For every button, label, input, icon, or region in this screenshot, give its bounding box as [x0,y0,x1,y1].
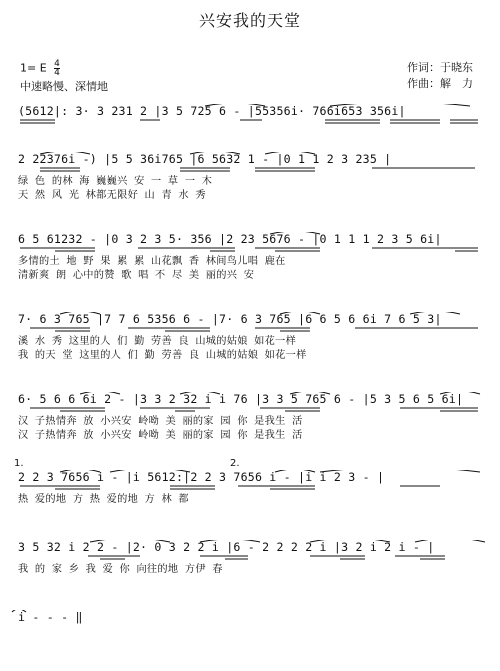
volta-and-beam-marks [0,470,500,512]
beam-marks [0,312,500,370]
composer: 作曲：解 力 [407,77,473,90]
lyricist: 作词：于晓东 [407,61,473,74]
tie-mark [0,610,500,640]
notation-line: (5612|: 3· 3 231 2 |3 5 725 6 - |55356i· 766i653 356i| [18,104,406,118]
lyric-verse-1: 汉 子热情奔 放 小兴安 岭呦 美 丽的家 园 你 是我生 活 [18,416,303,427]
lyric-verse-2: 我 的天 堂 这里的人 们 勤 劳善 良 山城的姑娘 如花一样 [18,350,307,361]
notation-line: 2 2 3 7656 i - |i 5612:|2 2 3 7656 i - |i i 2 3 - | [18,470,385,484]
notation-line: 3 5 32 i 2 2 - |2· 0 3 2 2 i |6 - 2 2 2 2 i |3 2 i 2 i - | [18,540,435,554]
key-signature [20,60,60,77]
notation-line: 6· 5 6 6 6i 2 - |3 3 2 32 i i 76 |3 3 5 765 6 - |5 3 5 6 5 6i| [18,392,464,406]
beam-marks [0,152,500,210]
notation-line: 6 5 61232 - |0 3 2 3 5· 356 |2 23 5676 - |0 1 1 1 2 3 5 6i| [18,232,442,246]
key-label: 1= E [20,61,47,75]
volta-one: 1. [14,458,24,469]
beam-marks [0,540,500,582]
credits [407,60,473,92]
score-system-6 [0,470,500,512]
time-signature [54,60,60,77]
lyric-verse-1: 热 爱的地 方 热 爱的地 方 林 都 [18,494,189,505]
lyric-verse-1: 绿 色 的林 海 巍巍兴 安 一 草 一 木 [18,176,213,187]
time-bottom: 4 [54,68,60,78]
lyric-verse-2: 清新爽 朗 心中的赞 歌 唱 不 尽 美 丽的兴 安 [18,270,255,281]
beam-marks [0,104,500,144]
score-system-1 [0,104,500,144]
lyric-verse-1: 我 的 家 乡 我 爱 你 向往的地 方伊 春 [18,564,223,575]
beam-marks [0,392,500,450]
lyric-verse-1: 多情的土 地 野 果 累 累 山花飘 香 林间鸟儿唱 鹿在 [18,256,286,267]
notation-line: 2 22376i -) |5 5 36i765 |6 5632 1 - |0 1 1 2 3 235 | [18,152,392,166]
lyric-verse-2: 天 然 风 光 林都无限好 山 青 水 秀 [18,190,206,201]
lyric-verse-1: 溪 水 秀 这里的人 们 勤 劳善 良 山城的姑娘 如花一样 [18,336,297,347]
score-system-4 [0,312,500,370]
time-top: 4 [54,59,60,69]
notation-line: i - - - ‖ [18,610,83,624]
volta-two: 2. [230,458,240,469]
score-system-3 [0,232,500,290]
score-system-2 [0,152,500,210]
song-title: 兴安我的天堂 [198,11,301,30]
tempo-marking: 中速略慢、深情地 [20,80,108,93]
lyric-verse-2: 汉 子热情奔 放 小兴安 岭呦 美 丽的家 园 你 是我生 活 [18,430,303,441]
score-system-7 [0,540,500,582]
notation-line: 7· 6 3 765 |7 7 6 5356 6 - |7· 6 3 765 |6 6 5 6 6i 7 6 5 3| [18,312,442,326]
beam-marks [0,232,500,290]
score-system-8 [0,610,500,640]
score-system-5 [0,392,500,450]
